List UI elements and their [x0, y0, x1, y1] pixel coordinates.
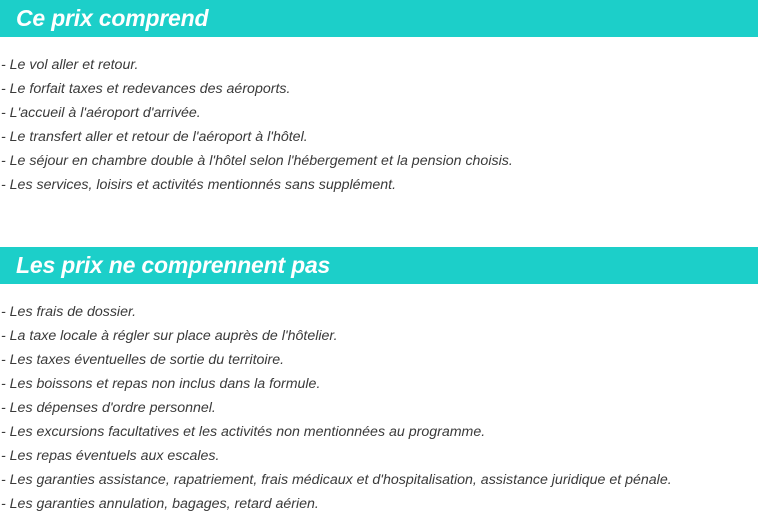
included-items-list: [0, 53, 513, 197]
excluded-item: - Les repas éventuels aux escales.: [1, 448, 220, 464]
included-section-header: [0, 0, 758, 37]
excluded-section-title: Les prix ne comprennent pas: [16, 252, 331, 278]
excluded-item: - Les garanties annulation, bagages, retard aérien.: [1, 496, 319, 512]
excluded-item: - Les excursions facultatives et les activités non mentionnées au programme.: [1, 424, 486, 440]
excluded-item: - La taxe locale à régler sur place auprès de l'hôtelier.: [1, 328, 338, 344]
excluded-items-list: [0, 300, 672, 516]
included-item: - Le vol aller et retour.: [1, 57, 139, 73]
excluded-item: - Les frais de dossier.: [1, 304, 137, 320]
excluded-section-header: [0, 247, 758, 284]
included-item: - L'accueil à l'aéroport d'arrivée.: [1, 105, 201, 121]
included-item: - Le forfait taxes et redevances des aéroports.: [1, 81, 291, 97]
included-item: - Le transfert aller et retour de l'aéroport à l'hôtel.: [1, 129, 308, 145]
excluded-item: - Les taxes éventuelles de sortie du territoire.: [1, 352, 285, 368]
included-section-title: Ce prix comprend: [16, 5, 209, 31]
included-item: - Les services, loisirs et activités mentionnés sans supplément.: [1, 177, 397, 193]
excluded-item: - Les garanties assistance, rapatriement, frais médicaux et d'hospitalisation, assistance juridique et pénale.: [1, 472, 672, 488]
included-item: - Le séjour en chambre double à l'hôtel selon l'hébergement et la pension choisis.: [1, 153, 513, 169]
excluded-item: - Les dépenses d'ordre personnel.: [1, 400, 216, 416]
excluded-item: - Les boissons et repas non inclus dans la formule.: [1, 376, 321, 392]
